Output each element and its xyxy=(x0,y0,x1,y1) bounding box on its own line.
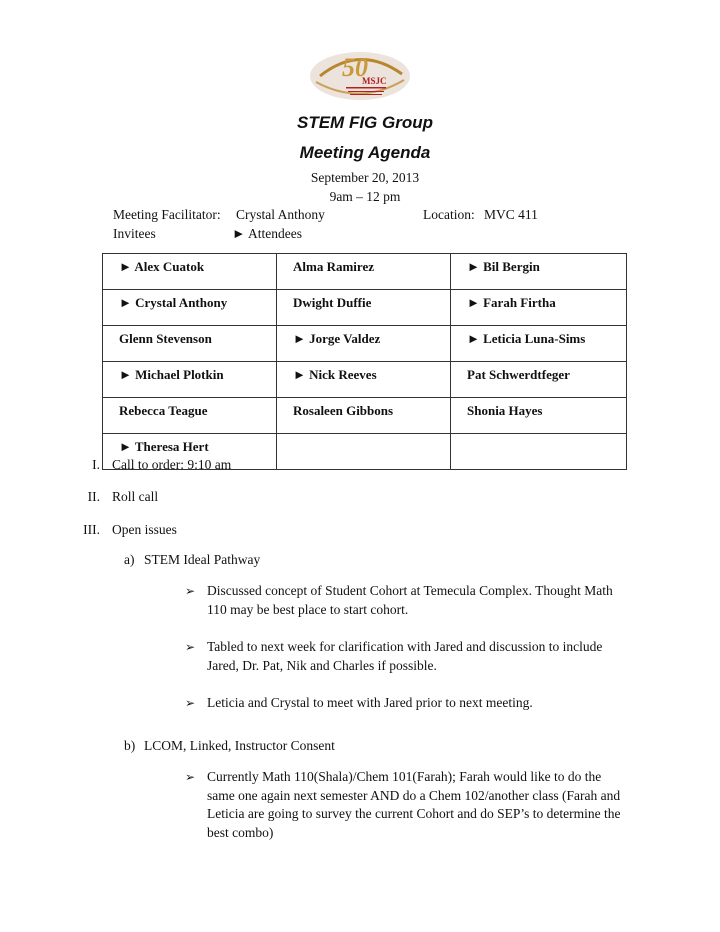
subitem-lcom: LCOM, Linked, Instructor Consent xyxy=(144,738,335,753)
arrow-bullet-icon: ➢ xyxy=(185,770,196,784)
agenda-subtitle: Meeting Agenda xyxy=(299,143,431,162)
table-cell xyxy=(277,434,451,470)
table-cell: ► Bil Bergin xyxy=(451,254,627,290)
outline-number: II. xyxy=(87,489,100,504)
call-to-order: Call to order: 9:10 am xyxy=(112,457,232,472)
bullet-text: Leticia and Crystal to meet with Jared prior to next meeting. xyxy=(207,695,533,710)
table-cell: Dwight Duffie xyxy=(277,290,451,326)
table-cell xyxy=(451,434,627,470)
table-cell: ► Jorge Valdez xyxy=(277,326,451,362)
table-cell: Shonia Hayes xyxy=(451,398,627,434)
table-cell: Rosaleen Gibbons xyxy=(277,398,451,434)
table-cell: ► Michael Plotkin xyxy=(103,362,277,398)
facilitator-label: Meeting Facilitator: xyxy=(113,207,221,222)
bullet-text: Currently Math 110(Shala)/Chem 101(Farah); Farah would like to do the same one again next semester AND do a Chem 102/another class (Farah and Leticia are going to survey the current Cohort and do SEP’s to determine the best combo) xyxy=(207,769,621,840)
meeting-time: 9am – 12 pm xyxy=(329,189,401,204)
table-row xyxy=(103,398,627,434)
table-cell: ► Farah Firtha xyxy=(451,290,627,326)
bullet-text: Discussed concept of Student Cohort at Temecula Complex. Thought Math 110 may be best place to start cohort. xyxy=(207,583,613,617)
agenda-title: STEM FIG Group xyxy=(297,113,433,132)
table-cell: ► Theresa Hert xyxy=(103,434,277,470)
arrow-bullet-icon: ➢ xyxy=(185,640,196,654)
location-value: MVC 411 xyxy=(484,207,538,222)
subitem-stem-pathway: STEM Ideal Pathway xyxy=(144,552,261,567)
outline-number: I. xyxy=(92,457,100,472)
table-row xyxy=(103,362,627,398)
svg-text:50: 50 xyxy=(342,53,368,82)
roll-call: Roll call xyxy=(112,489,159,504)
table-row xyxy=(103,326,627,362)
table-cell: ► Crystal Anthony xyxy=(103,290,277,326)
meeting-date: September 20, 2013 xyxy=(310,170,420,185)
logo-text: MSJC xyxy=(362,76,387,86)
invitees-label: Invitees xyxy=(113,226,156,241)
arrow-bullet-icon: ➢ xyxy=(185,696,196,710)
outline-letter: b) xyxy=(124,738,136,753)
table-row xyxy=(103,254,627,290)
arrow-bullet-icon: ➢ xyxy=(185,584,196,598)
table-row xyxy=(103,290,627,326)
open-issues: Open issues xyxy=(112,522,177,537)
table-cell: ► Alex Cuatok xyxy=(103,254,277,290)
table-cell: Rebecca Teague xyxy=(103,398,277,434)
location-label: Location: xyxy=(423,207,475,222)
table-cell: Alma Ramirez xyxy=(277,254,451,290)
table-cell: ► Leticia Luna-Sims xyxy=(451,326,627,362)
outline-letter: a) xyxy=(124,552,135,567)
table-cell: Pat Schwerdtfeger xyxy=(451,362,627,398)
msjc-50th-logo xyxy=(306,46,414,104)
bullet-text: Tabled to next week for clarification with Jared and discussion to include Jared, Dr. Pat, Nik and Charles if possible. xyxy=(207,639,603,673)
facilitator-value: Crystal Anthony xyxy=(236,207,325,222)
table-cell: ► Nick Reeves xyxy=(277,362,451,398)
attendees-legend: ► Attendees xyxy=(232,226,302,241)
table-cell: Glenn Stevenson xyxy=(103,326,277,362)
attendees-table xyxy=(102,253,627,470)
outline-number: III. xyxy=(83,522,100,537)
